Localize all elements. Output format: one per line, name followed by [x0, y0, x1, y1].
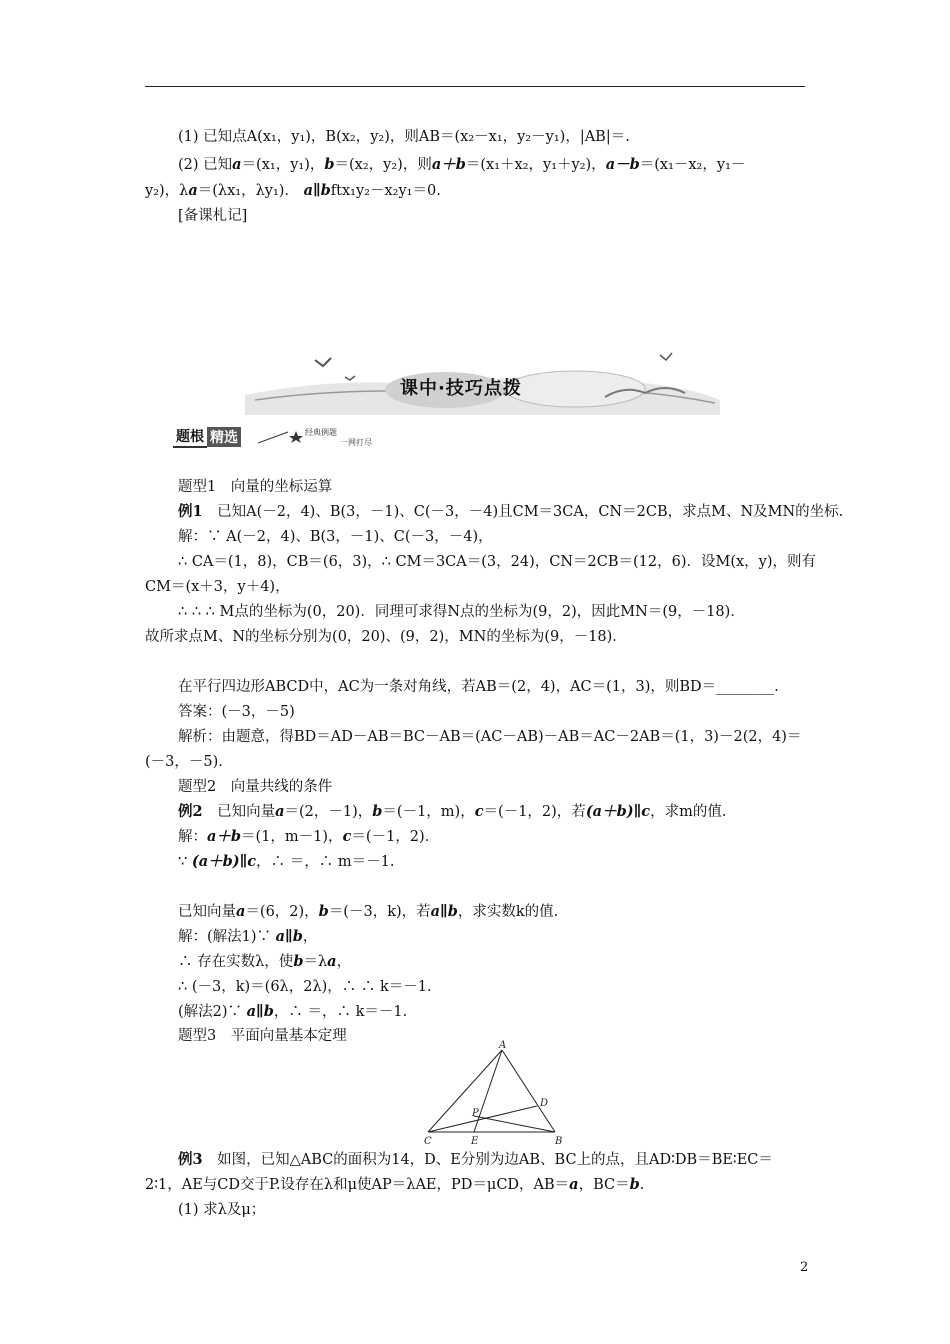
example1-solution-1: 解：∵ A(－2，4)、B(3，－1)、C(－3，－4)， [178, 529, 493, 545]
practice1-analysis-2: (－3，－5)． [145, 754, 233, 770]
example1-solution-5: 故所求点M、N的坐标分别为(0，20)、(9，2)，MN的坐标为(9，－18)． [145, 629, 627, 645]
example1-solution-2: ∴ CA＝(1，8)，CB＝(6，3)，∴ CM＝3CA＝(3，24)，CN＝2CB＝(12，6)．设M(x，y)，则有 [178, 554, 817, 570]
point-D: D [540, 1098, 549, 1109]
point-E: E [471, 1136, 479, 1147]
vector-ops-line-2: y₂)，λa＝(λx₁，λy₁)． a∥bftx₁y₂－x₂y₁＝0. [145, 182, 441, 199]
practice1-question: 在平行四边形ABCD中，AC为一条对角线，若AB＝(2，4)，AC＝(1，3)，则BD＝________. [178, 679, 779, 695]
triangle-figure [420, 1040, 570, 1148]
banner-title: 课中·技巧点拨 [400, 378, 522, 399]
example2-solution-2: ∵ (a＋b)∥c，∴ ＝，∴ m＝－1. [178, 853, 395, 870]
vertex-B: B [555, 1136, 563, 1147]
lesson-notes-label: [备课札记] [178, 208, 248, 224]
practice2-solution-4: (解法2)∵ a∥b，∴ ＝，∴ k＝－1. [178, 1003, 408, 1020]
example2-statement: 例2 已知向量a＝(2，－1)，b＝(－1，m)，c＝(－1，2)，若(a＋b)∥c，求m的值. [178, 803, 727, 820]
practice2-solution-1: 解：(解法1)∵ a∥b， [178, 928, 318, 945]
header-rule [145, 86, 805, 87]
practice1-answer: 答案：(－3，－5) [178, 704, 295, 720]
example3-statement-2: 2∶1，AE与CD交于P.设存在λ和μ使AP＝λAE，PD＝μCD，AB＝a，BC＝b. [145, 1176, 645, 1193]
example3-part1: (1) 求λ及μ； [178, 1202, 266, 1218]
example2-solution-1: 解：a＋b＝(1，m－1)，c＝(－1，2)． [178, 828, 440, 845]
type2-heading: 题型2 向量共线的条件 [178, 779, 333, 795]
section-label: 题根 精选 [173, 427, 241, 447]
type1-heading: 题型1 向量的坐标运算 [178, 479, 333, 495]
practice2-question: 已知向量a＝(6，2)，b＝(－3，k)，若a∥b，求实数k的值. [178, 903, 559, 920]
vector-ops-line-1: (2) 已知a＝(x₁，y₁)，b＝(x₂，y₂)，则a＋b＝(x₁＋x₂，y₁＋y₂)，a－b＝(x₁－x₂，y₁－ [178, 156, 746, 173]
example3-statement-1: 例3 如图，已知△ABC的面积为14，D、E分别为边AB、BC上的点，且AD∶DB＝BE∶EC＝ [178, 1151, 773, 1168]
type3-heading: 题型3 平面向量基本定理 [178, 1028, 347, 1044]
example1-solution-3: CM＝(x＋3，y＋4)， [145, 579, 290, 595]
label-caption-2: 一网打尽 [340, 438, 372, 447]
vertex-A: A [499, 1040, 507, 1051]
point-P: P [472, 1108, 479, 1119]
practice2-solution-2: ∴ 存在实数λ，使b＝λa， [178, 953, 352, 970]
coord-formula-line: (1) 已知点A(x₁，y₁)，B(x₂，y₂)，则AB＝(x₂－x₁，y₂－y₁)，|AB|＝. [178, 129, 630, 145]
vertex-C: C [424, 1136, 432, 1147]
label-caption-1: 经典例题 [305, 428, 337, 437]
example1-solution-4: ∴ ∴ ∴ M点的坐标为(0，20)．同理可求得N点的坐标为(9，2)，因此MN＝(9，－18)． [178, 604, 745, 620]
label-star-icon [258, 430, 308, 444]
practice2-solution-3: ∴ (－3，k)＝(6λ，2λ)，∴ ∴ k＝－1. [178, 979, 432, 995]
page-number: 2 [800, 1260, 809, 1275]
practice1-analysis-1: 解析：由题意，得BD＝AD－AB＝BC－AB＝(AC－AB)－AB＝AC－2AB＝(1，3)－2(2，4)＝ [178, 729, 802, 745]
example1-statement: 例1 已知A(－2，4)、B(3，－1)、C(－3，－4)且CM＝3CA，CN＝2CB，求点M、N及MN的坐标. [178, 503, 844, 520]
